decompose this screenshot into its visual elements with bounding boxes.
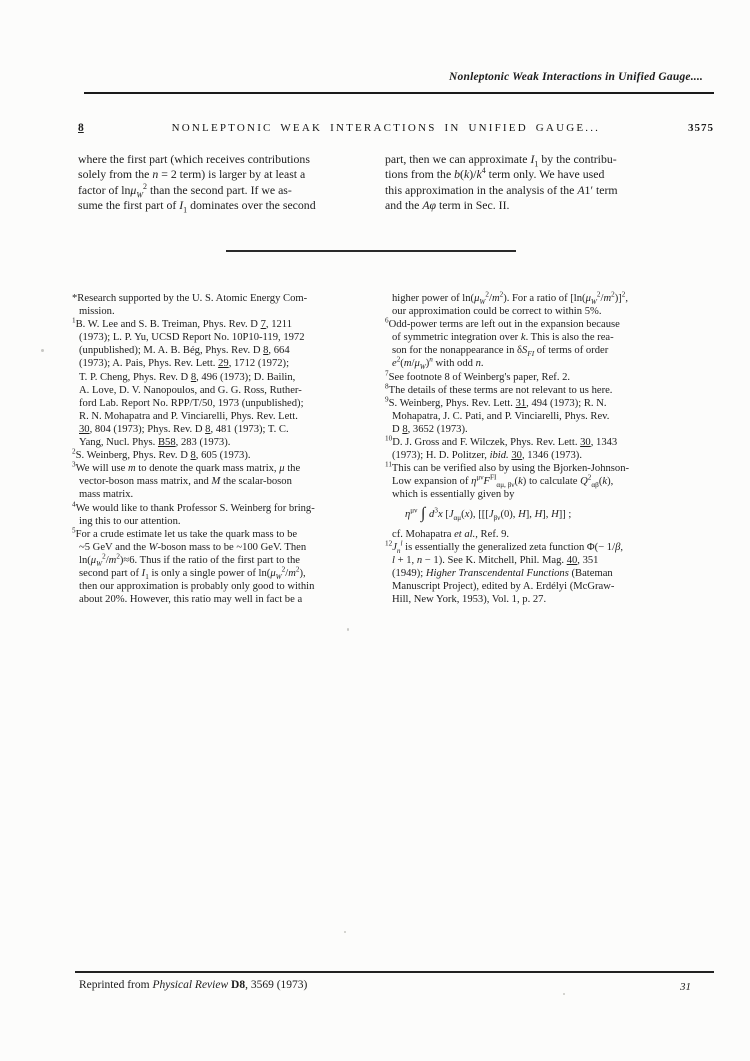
footnote: *Research supported by the U. S. Atomic Energy Com- mission. [72,293,308,318]
scan-speck [41,349,44,352]
section-number: 8 [78,122,84,134]
footnote: $^{11}$This can be verified also by using the Bjorken-Johnson- Low expansion of $\eta^{\mu\nu}F^{FI}_{\alpha\mu, \beta\nu}(k)$ to calculate $Q^2_{\alpha\beta}(k)$, which is essentially given by [385,460,630,501]
footnote: higher power of $\ln(\mu_W^2/m^2)$. For a ratio of $[\ln(\mu_W^2/m^2)]^2$, our approximation could be correct to within 5%. [392,290,629,318]
body-column-left: where the first part (which receives contributions solely from the n = 2 term) is larger by at least a factor of lnμ$_W^2$ than the second part. If we as- sume the first part of $I_1$ dominates over the second [78,152,316,215]
footnote: $^6$Odd-power terms are left out in the expansion because of symmetric integration over k. This is also the rea- son for the nonappearance in $\delta S_{FI}$ of terms of order $e^2(m/\mu_W)^n$ with odd n. [385,316,620,372]
footnote: $^{12}J_n^l$ is essentially the generalized zeta function Φ(− 1/β, l + 1, n − 1). See K. Mitchell, Phil. Mag. 40, 351 (1949); Higher Transcendental Functions (Bateman Manuscript Project), edited by A. Erdélyi (McGraw- Hill, New York, 1953), Vol. 1, p. 27. [385,539,623,606]
folio-page-number: 31 [680,981,691,993]
footnote-equation: $\eta^{\mu\nu}$ ∫ $d^3x$ [$J_{\alpha\mu}(x)$, [[[$J_{\beta\nu}(0)$, H], H], H]] ; [405,505,572,523]
footnote: $^8$The details of these terms are not relevant to us here. [385,382,613,396]
scan-speck [347,628,349,631]
scan-speck [344,931,346,933]
footnote: $^9$S. Weinberg, Phys. Rev. Lett. 31, 494 (1973); R. N. Mohapatra, J. C. Pati, and P. Vinciarelli, Phys. Rev. D 8, 3652 (1973). [385,395,610,435]
footer-rule [75,971,714,973]
footnote: $^3$We will use m to denote the quark mass matrix, μ the vector-boson mass matrix, and M the scalar-boson mass matrix. [72,460,301,501]
footnote: $^5$For a crude estimate let us take the quark mass to be ~5 GeV and the W-boson mass to be ~100 GeV. Then $\ln(\mu_W^2/m^2)\approx 6$. Thus if the ratio of the first part to the second part of $I_1$ is only a single power of $\ln(\mu_W^2/m^2)$, then our approximation is probably only good to within about 20%. However, this ratio may well in fact be a [72,526,315,606]
footnote: $^{10}$D. J. Gross and F. Wilczek, Phys. Rev. Lett. 30, 1343 (1973); H. D. Politzer, ibid. 30, 1346 (1973). [385,434,618,462]
scan-speck [563,993,565,995]
footnote: $^1$B. W. Lee and S. B. Treiman, Phys. Rev. D 7, 1211 (1973); L. P. Yu, UCSD Report No. 10P10-119, 1972 (unpublished); M. A. B. Bég, Phys. Rev. D 8, 664 (1973); A. Pais, Phys. Rev. Lett. 29, 1712 (1972); T. P. Cheng, Phys. Rev. D 8, 496 (1973); D. Bailin, A. Love, D. V. Nanopoulos, and G. G. Ross, Ruther- ford Lab. Report No. RPP/T/50, 1973 (unpublished); R. N. Mohapatra and P. Vinciarelli, Phys. Rev. Lett. 30, 804 (1973); Phys. Rev. D 8, 481 (1973); T. C. Yang, Nucl. Phys. B58, 283 (1973). [72,316,305,449]
footnotes-column-left [72,292,374,606]
journal-page-number: 3575 [687,122,714,134]
footnote: $^4$We would like to thank Professor S. Weinberg for bring- ing this to our attention. [72,499,315,527]
footnote: $^2$S. Weinberg, Phys. Rev. D 8, 605 (1973). [72,447,251,462]
footnote: $^7$See footnote 8 of Weinberg's paper, Ref. 2. [385,369,571,383]
reprint-note: Reprinted from Physical Review D8, 3569 (1973) [79,979,308,991]
header-rule [84,92,714,94]
footnote-separator-rule [226,250,516,252]
footnote: cf. Mohapatra et al., Ref. 9. [392,528,510,540]
footnotes-column-right [385,292,719,606]
article-header [78,122,714,134]
running-head: Nonleptonic Weak Interactions in Unified Gauge.... [449,71,703,83]
body-column-right: part, then we can approximate $I_1$ by the contribu- tions from the $b(k)/k^4$ term only. We have used this approximation in the analysis of the A1′ term and the Aφ term in Sec. II. [385,152,618,212]
article-title: NONLEPTONIC WEAK INTERACTIONS IN UNIFIED GAUGE... [171,122,601,134]
